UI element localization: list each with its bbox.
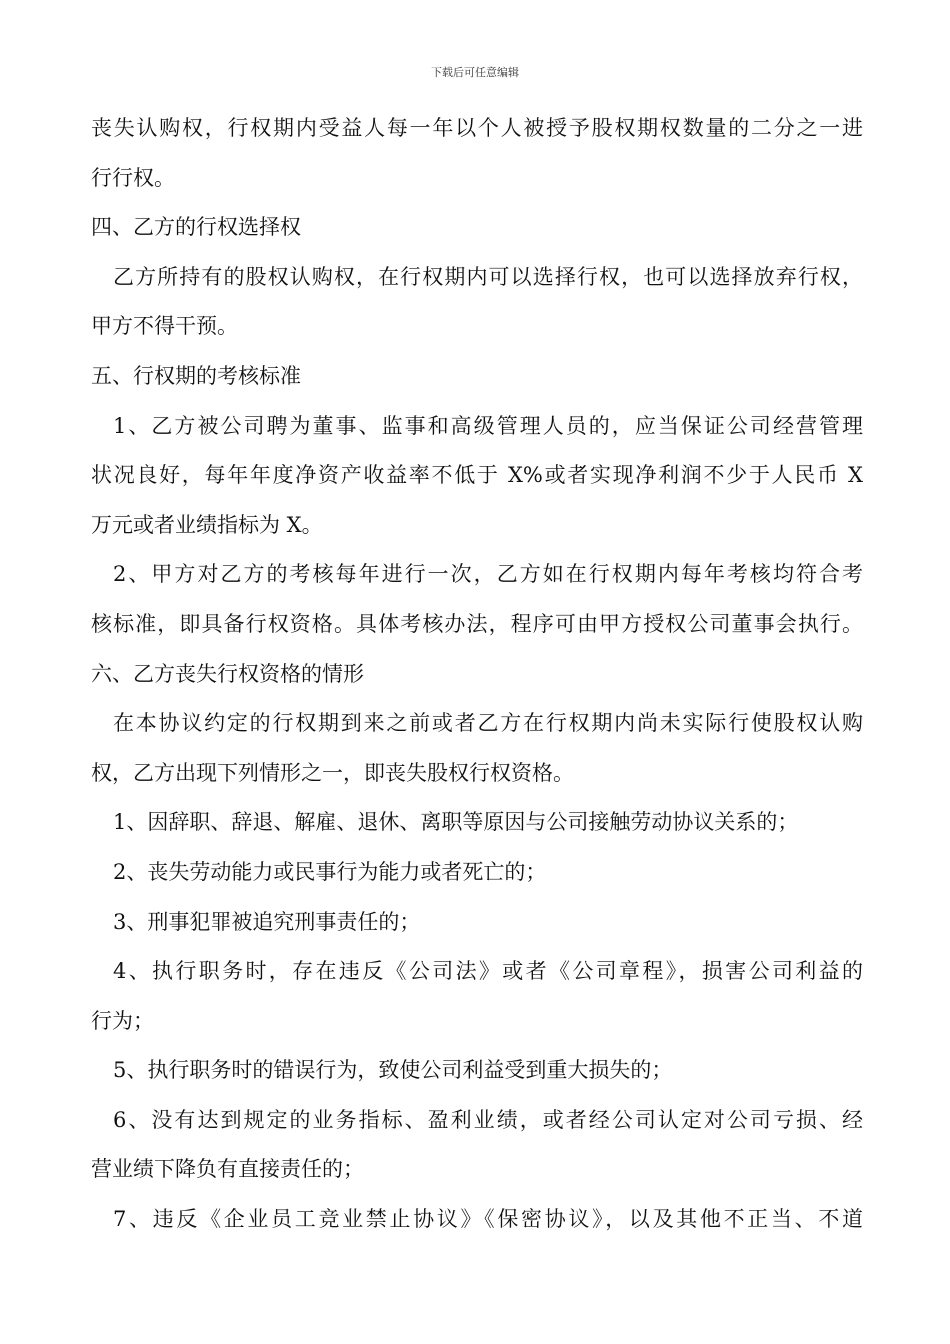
text-line: 4、执行职务时，存在违反《公司法》或者《公司章程》，损害公司利益的 [113, 959, 863, 984]
text-line: 行为； [91, 1008, 154, 1033]
text-line: 5、执行职务时的错误行为，致使公司利益受到重大损失的； [113, 1058, 673, 1083]
text-line: 6、没有达到规定的业务指标、盈利业绩，或者经公司认定对公司亏损、经 [113, 1107, 863, 1132]
text-line: 丧失认购权，行权期内受益人每一年以个人被授予股权期权数量的二分之一进 [91, 116, 863, 140]
text-line: 四、乙方的行权选择权 [91, 215, 301, 240]
document-body [91, 104, 863, 1245]
text-line: 五、行权期的考核标准 [91, 363, 301, 388]
text-line: 甲方不得干预。 [91, 314, 238, 339]
text-line: 权，乙方出现下列情形之一，即丧失股权行权资格。 [91, 760, 574, 785]
text-line: 状况良好，每年年度净资产收益率不低于 X%或者实现净利润不少于人民币 X [91, 463, 863, 488]
text-line: 2、甲方对乙方的考核每年进行一次，乙方如在行权期内每年考核均符合考 [113, 562, 863, 587]
text-line: 1、乙方被公司聘为董事、监事和高级管理人员的，应当保证公司经营管理 [113, 413, 863, 438]
text-line: 1、因辞职、辞退、解雇、退休、离职等原因与公司接触劳动协议关系的； [113, 810, 799, 835]
text-line: 3、刑事犯罪被追究刑事责任的； [113, 909, 421, 934]
text-line: 行行权。 [91, 165, 175, 190]
text-line: 7、违反《企业员工竞业禁止协议》《保密协议》，以及其他不正当、不道 [113, 1207, 863, 1232]
text-line: 核标准，即具备行权资格。具体考核办法，程序可由甲方授权公司董事会执行。 [91, 611, 863, 636]
text-line: 在本协议约定的行权期到来之前或者乙方在行权期内尚未实际行使股权认购 [113, 711, 863, 736]
text-line: 2、丧失劳动能力或民事行为能力或者死亡的； [113, 859, 547, 884]
page-header: 下载后可任意编辑 [431, 66, 519, 79]
text-line: 六、乙方丧失行权资格的情形 [91, 661, 364, 686]
text-line: 营业绩下降负有直接责任的； [91, 1157, 364, 1182]
text-line: 乙方所持有的股权认购权，在行权期内可以选择行权，也可以选择放弃行权， [113, 264, 863, 289]
text-line: 万元或者业绩指标为 X。 [91, 512, 323, 537]
